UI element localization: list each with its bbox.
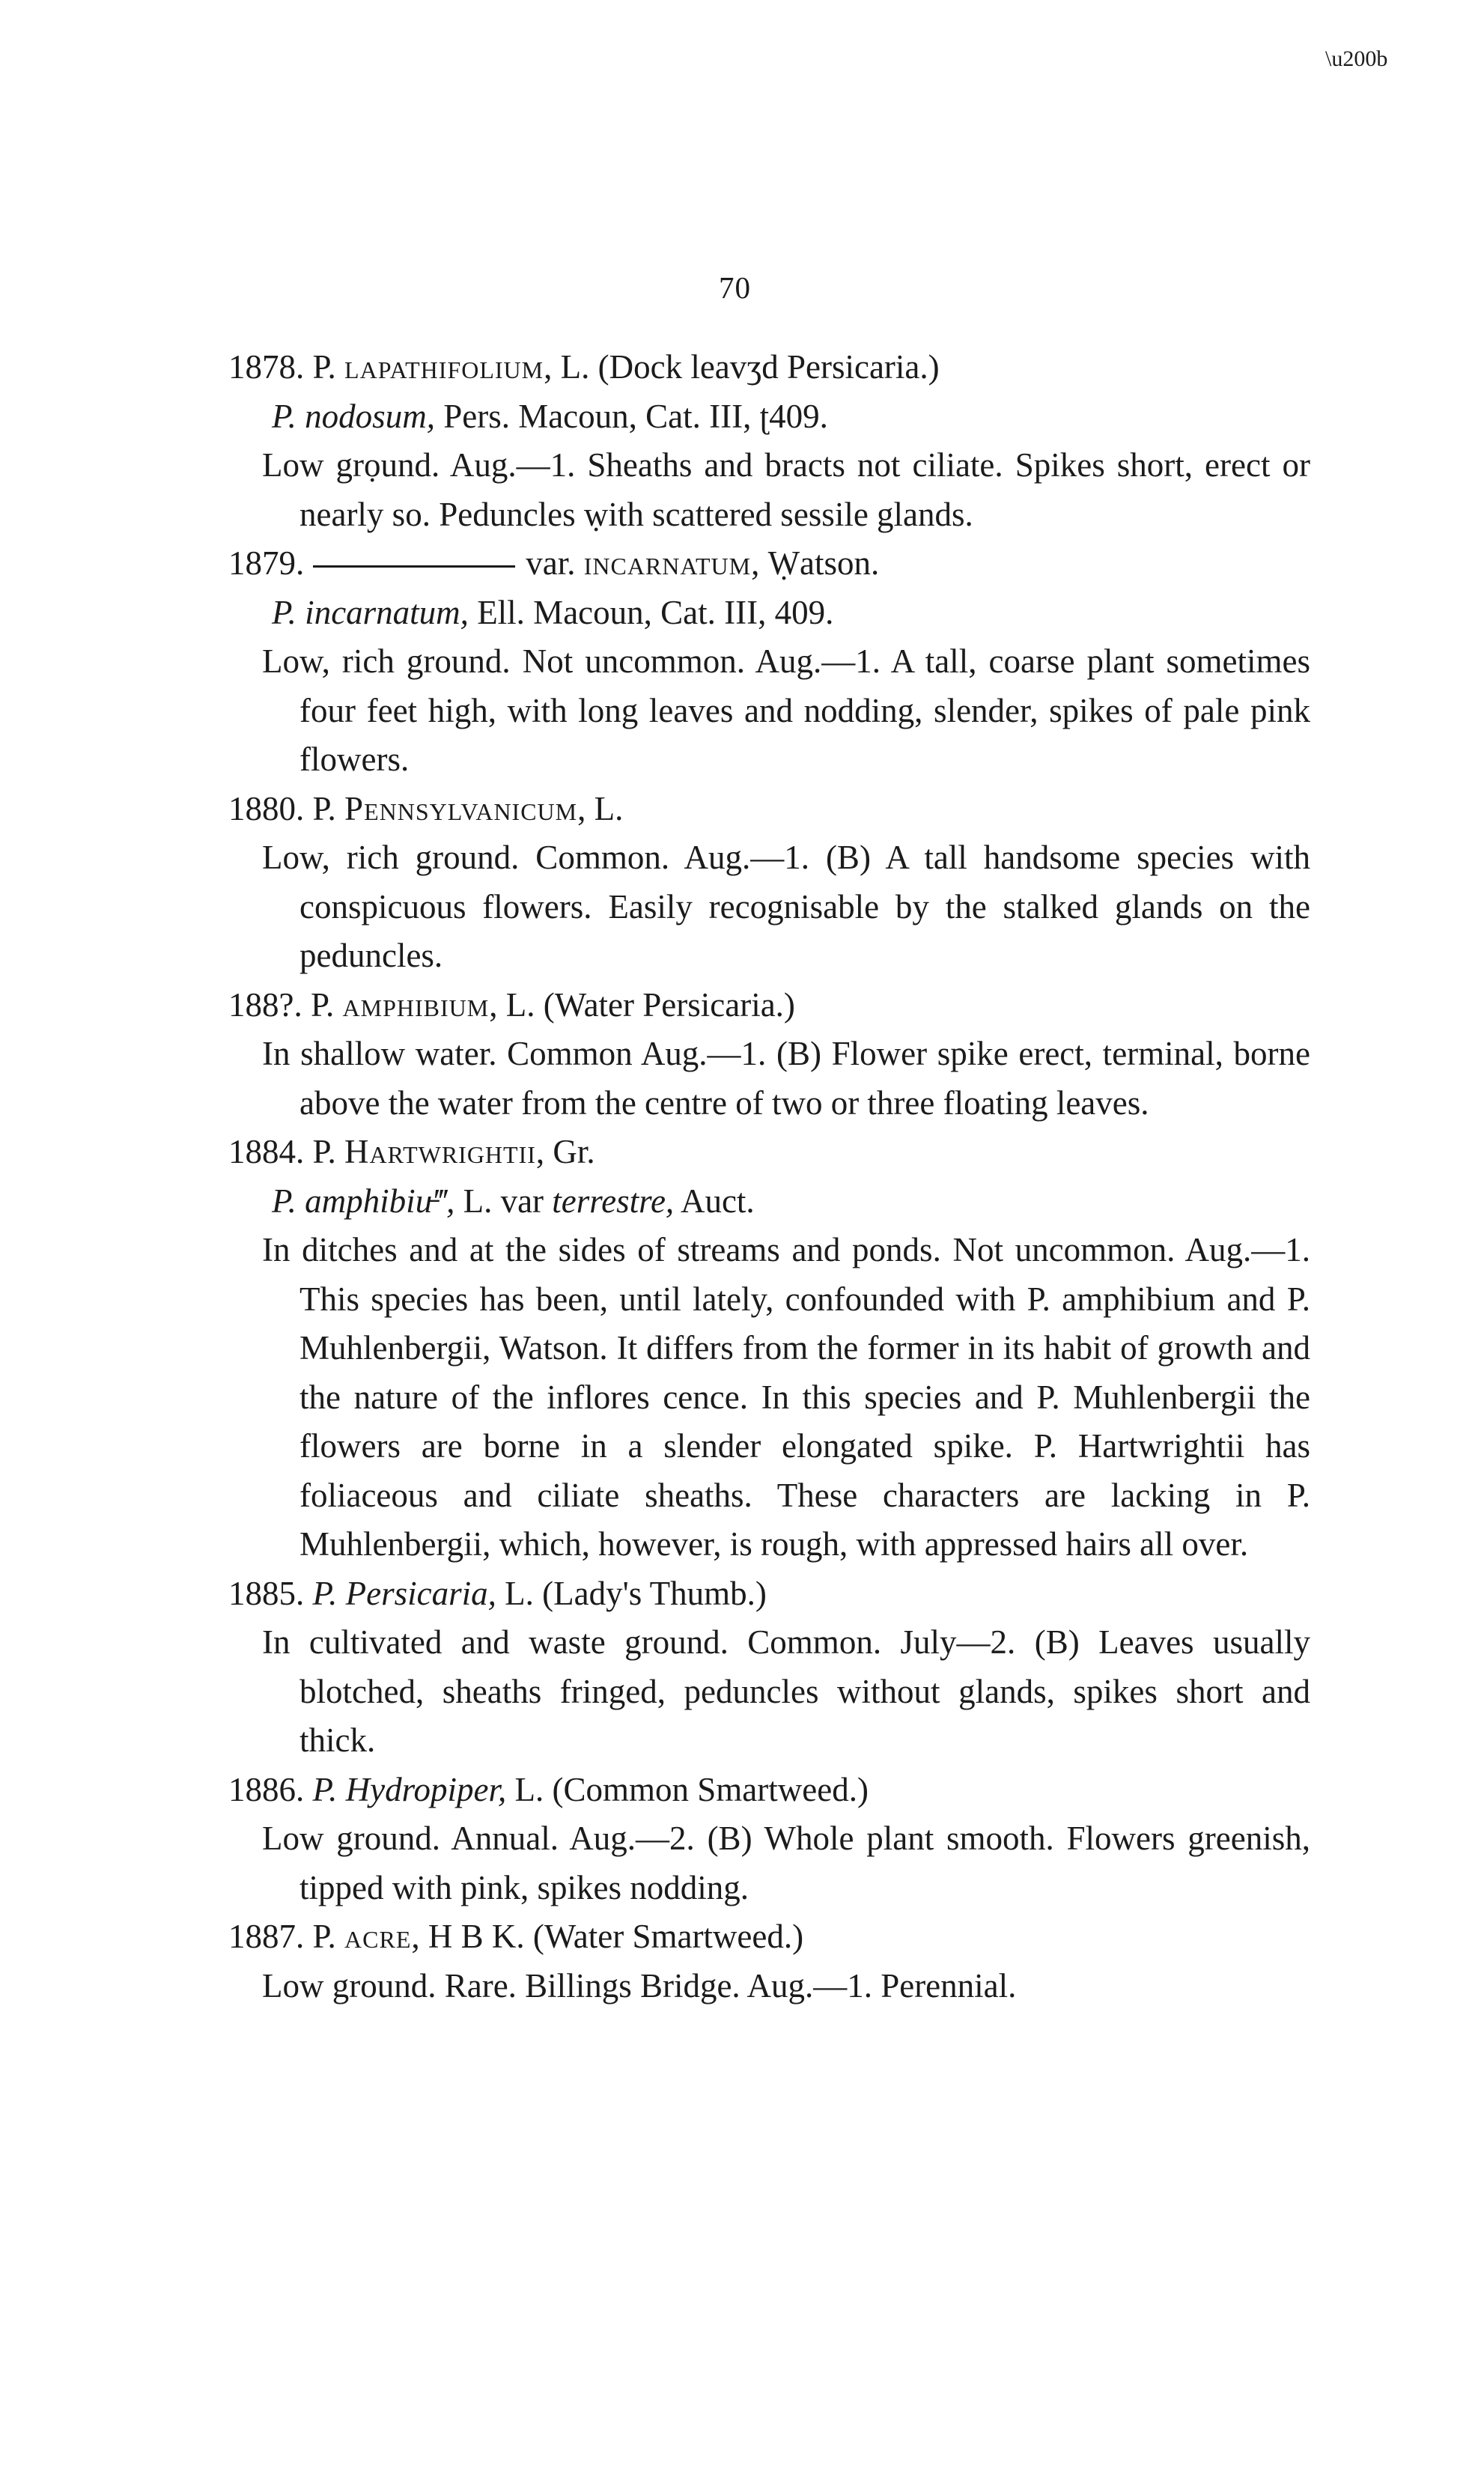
entry-heading (228, 343, 1310, 392)
authority: , Ẉatson. (751, 544, 880, 582)
entry-description: Low ground. Annual. Aug.—2. (B) Whole plant smooth. Flowers greenish, tipped with pink, spikes nodding. (262, 1820, 1310, 1906)
species-name: lapathifolium (344, 348, 544, 386)
page-body (228, 343, 1310, 2010)
species-name: amphibium (342, 985, 490, 1024)
synonym-name: P. nodosum, (272, 397, 435, 435)
species-name: Hartwrightii (344, 1133, 536, 1170)
common-name: (Water Smartweed.) (532, 1918, 804, 1955)
synonym-reference: Pers. Macoun, Cat. III, ʈ409. (434, 397, 828, 435)
entry-description: In ditches and at the sides of streams and ponds. Not uncommon. Aug.—1. This species has been, until lately, confounded with P. amphibium and P. Muhlenbergii, Watson. It differs from the former in its habit of growth and the nature of the inflores cence. In this species and P. Muhlenbergii the flowers are borne in a slender elongated spike. P. Hartwrightii has foliaceous and ciliate sheaths. These characters are lacking in P. Muhlenbergii, which, however, is rough, with appressed hairs all over. (262, 1231, 1310, 1563)
synonym-reference: L. var (454, 1182, 553, 1220)
authority: , L. (544, 348, 590, 386)
entry-number: 1884. (228, 1133, 305, 1170)
entry-description: Low ground. Rare. Billings Bridge. Aug.—1. Perennial. (262, 1966, 1017, 2005)
entry-heading (228, 539, 1310, 589)
synonym-reference: Ell. Macoun, Cat. III, 409. (468, 593, 834, 631)
entry-heading (228, 1569, 1310, 1619)
entry-heading (228, 1912, 1310, 1962)
entry-number: 1880. (228, 789, 305, 827)
synonym-line (228, 392, 1310, 442)
genus: P. (312, 348, 336, 386)
common-name: (Lady's Thumb.) (542, 1574, 767, 1612)
entry-heading (228, 1128, 1310, 1177)
species-name: P. Persicaria, (312, 1574, 496, 1612)
entry-heading (228, 1766, 1310, 1815)
species-name: Pennsylvanicum (344, 789, 578, 827)
authority: , Gr. (535, 1133, 595, 1170)
synonym-name: P. incarnatum, (272, 593, 469, 631)
entry-number: 188?. (228, 985, 302, 1024)
authority: L. (496, 1574, 534, 1612)
authority: , H B K. (411, 1918, 525, 1955)
authority: , L. (577, 789, 624, 827)
ditto-rule (313, 565, 515, 568)
common-name: (Common Smartweed.) (552, 1770, 869, 1808)
synonym-authority: Auct. (674, 1182, 755, 1220)
entry-description: Low, rich ground. Not uncommon. Aug.—1. A tall, coarse plant sometimes four feet high, with long leaves and nodding, slender, spikes of pale pink flowers. (262, 642, 1310, 778)
variety-name: incarnatum (583, 544, 752, 582)
synonym-variety: terrestre, (552, 1182, 675, 1220)
variety-label: var. (526, 544, 576, 582)
entry-number: 1878. (228, 348, 305, 386)
entry-description: In cultivated and waste ground. Common. July—2. (B) Leaves usually blotched, sheaths fringed, peduncles without glands, spikes short and thick. (262, 1623, 1310, 1759)
synonym-line (228, 589, 1310, 638)
entry-description: Low grọund. Aug.—1. Sheaths and bracts not ciliate. Spikes short, erect or nearly so. Peduncles ẉith scattered sessile glands. (262, 446, 1310, 533)
authority: , L. (489, 985, 535, 1024)
entry-number: 1885. (228, 1574, 305, 1612)
genus: P. (312, 1918, 336, 1955)
genus: P. (312, 789, 336, 827)
authority: L. (506, 1770, 544, 1808)
genus: P. (312, 1133, 336, 1170)
species-name: acre (344, 1918, 412, 1955)
entry-number: 1886. (228, 1770, 305, 1808)
species-name: P. Hydropiper, (312, 1770, 507, 1808)
entry-description: In shallow water. Common Aug.—1. (B) Flower spike erect, terminal, borne above the water from the centre of two or three floating leaves. (262, 1035, 1310, 1122)
common-name: (Dock leavʒd Persicaria.) (597, 348, 940, 386)
entry-number: 1879. (228, 544, 305, 582)
genus: P. (310, 985, 335, 1024)
scan-speck: \u200b (1325, 46, 1388, 71)
synonym-name: P. amphibiu̵‴, (272, 1182, 455, 1220)
common-name: (Water Persicaria.) (543, 985, 795, 1024)
entry-heading (228, 785, 1310, 834)
synonym-line (228, 1177, 1310, 1227)
entry-number: 1887. (228, 1918, 305, 1955)
entry-description: Low, rich ground. Common. Aug.—1. (B) A tall handsome species with conspicuous flowers. Easily recognisable by the stalked glands on the peduncles. (262, 839, 1310, 974)
entry-heading (228, 981, 1310, 1030)
page-number: 70 (719, 270, 751, 305)
